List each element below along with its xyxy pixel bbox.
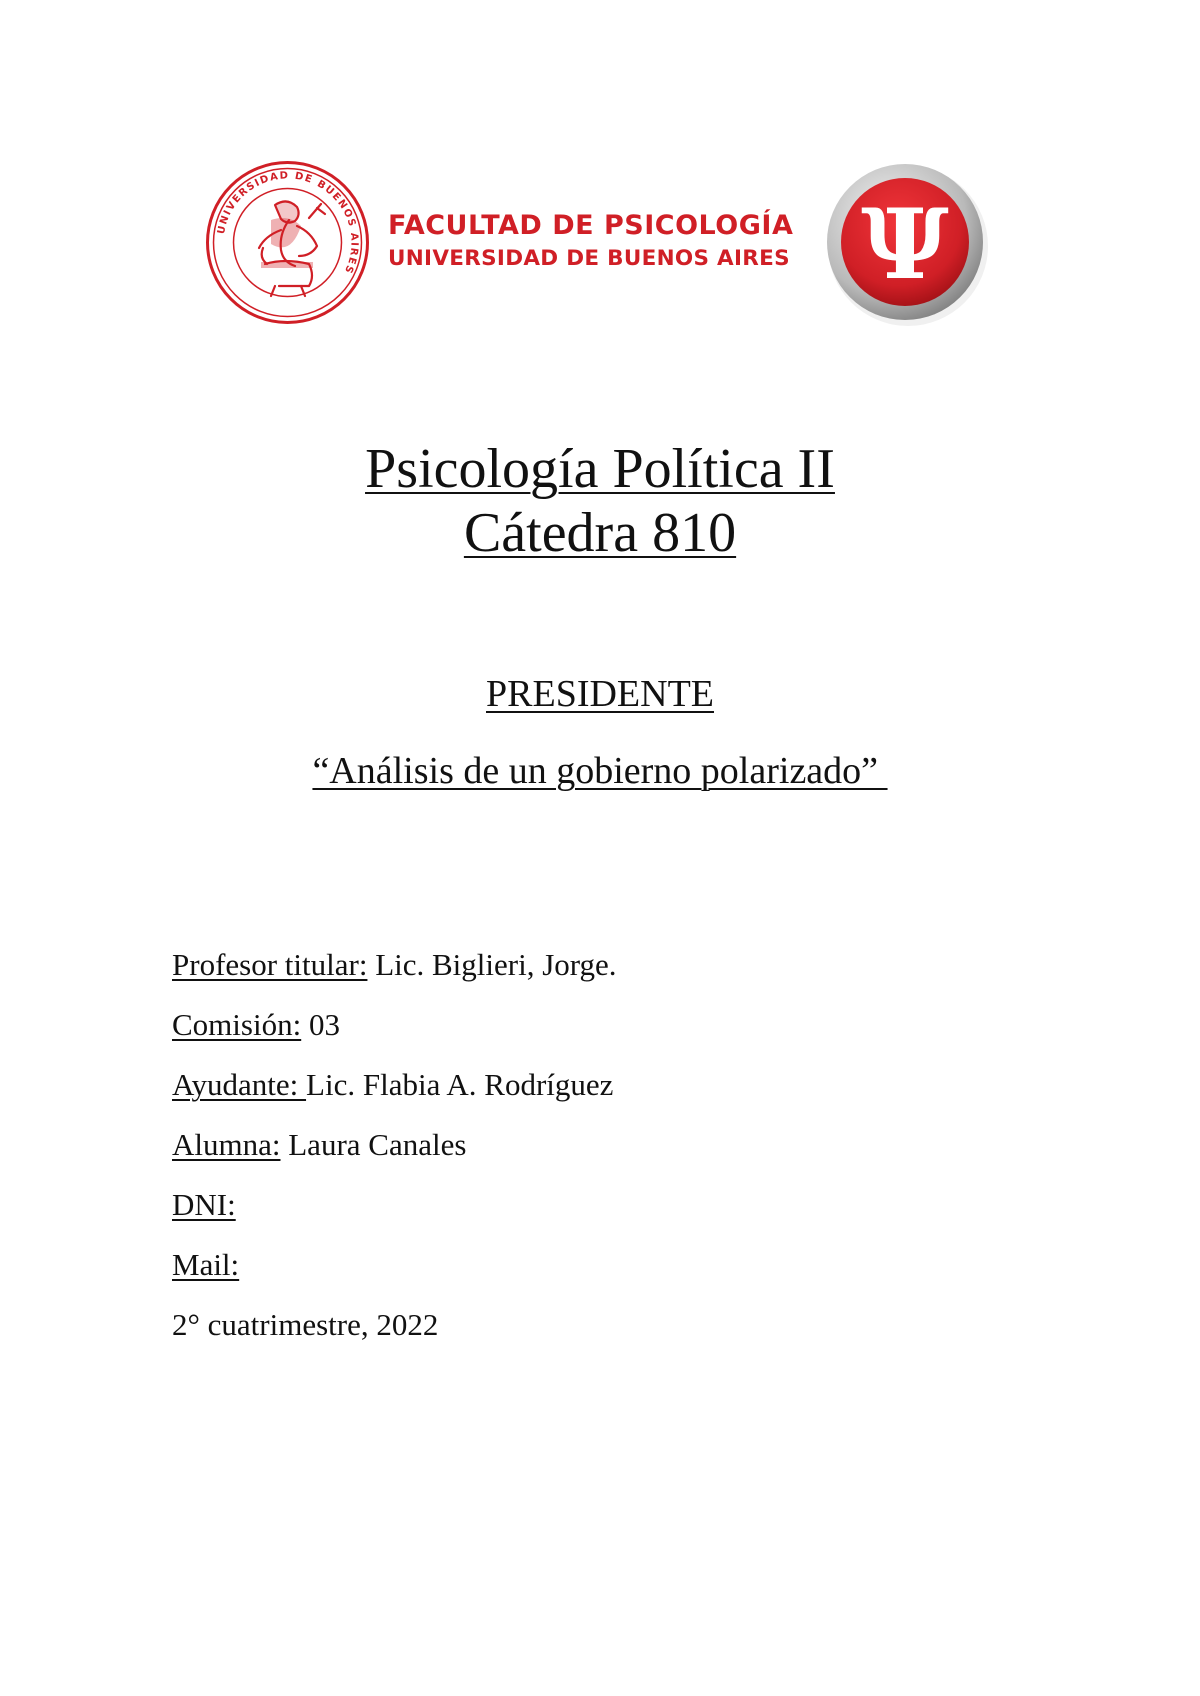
assistant-value: Lic. Flabia A. Rodríguez <box>306 1067 614 1102</box>
university-name: UNIVERSIDAD DE BUENOS AIRES <box>388 246 790 271</box>
header-logos <box>205 158 995 338</box>
professor-row <box>172 945 1072 1005</box>
student-value: Laura Canales <box>280 1127 467 1162</box>
professor-label: Profesor titular: <box>172 947 368 982</box>
commission-label: Comisión: <box>172 1007 302 1042</box>
course-name: Psicología Política II <box>365 438 835 500</box>
dni-row <box>172 1185 1072 1245</box>
course-chair: Cátedra 810 <box>463 502 737 564</box>
term: 2° cuatrimestre, 2022 <box>172 1307 439 1342</box>
faculty-name: FACULTAD DE PSICOLOGÍA <box>388 210 794 241</box>
student-label: Alumna: <box>172 1127 281 1162</box>
assistant-row <box>172 1065 1072 1125</box>
psi-glyph: Ψ <box>861 188 949 301</box>
university-seal-icon <box>205 160 370 325</box>
professor-value: Lic. Biglieri, Jorge. <box>367 947 617 982</box>
student-row <box>172 1125 1072 1185</box>
commission-value: 03 <box>301 1007 340 1042</box>
work-subtitle-block <box>0 749 1200 793</box>
student-info <box>172 945 1072 1365</box>
work-subtitle: “Análisis de un gobierno polarizado” <box>312 750 888 792</box>
psi-logo-icon <box>822 158 992 328</box>
mail-label: Mail: <box>172 1247 240 1282</box>
commission-row <box>172 1005 1072 1065</box>
assistant-label: Ayudante: <box>172 1067 307 1102</box>
work-label-block <box>0 672 1200 716</box>
term-row <box>172 1305 1072 1365</box>
faculty-wordmark <box>388 210 808 274</box>
dni-label: DNI: <box>172 1187 236 1222</box>
course-title <box>0 437 1200 565</box>
seal-text: UNIVERSIDAD DE BUENOS AIRES <box>215 170 360 276</box>
mail-row <box>172 1245 1072 1305</box>
work-label: PRESIDENTE <box>486 673 714 715</box>
